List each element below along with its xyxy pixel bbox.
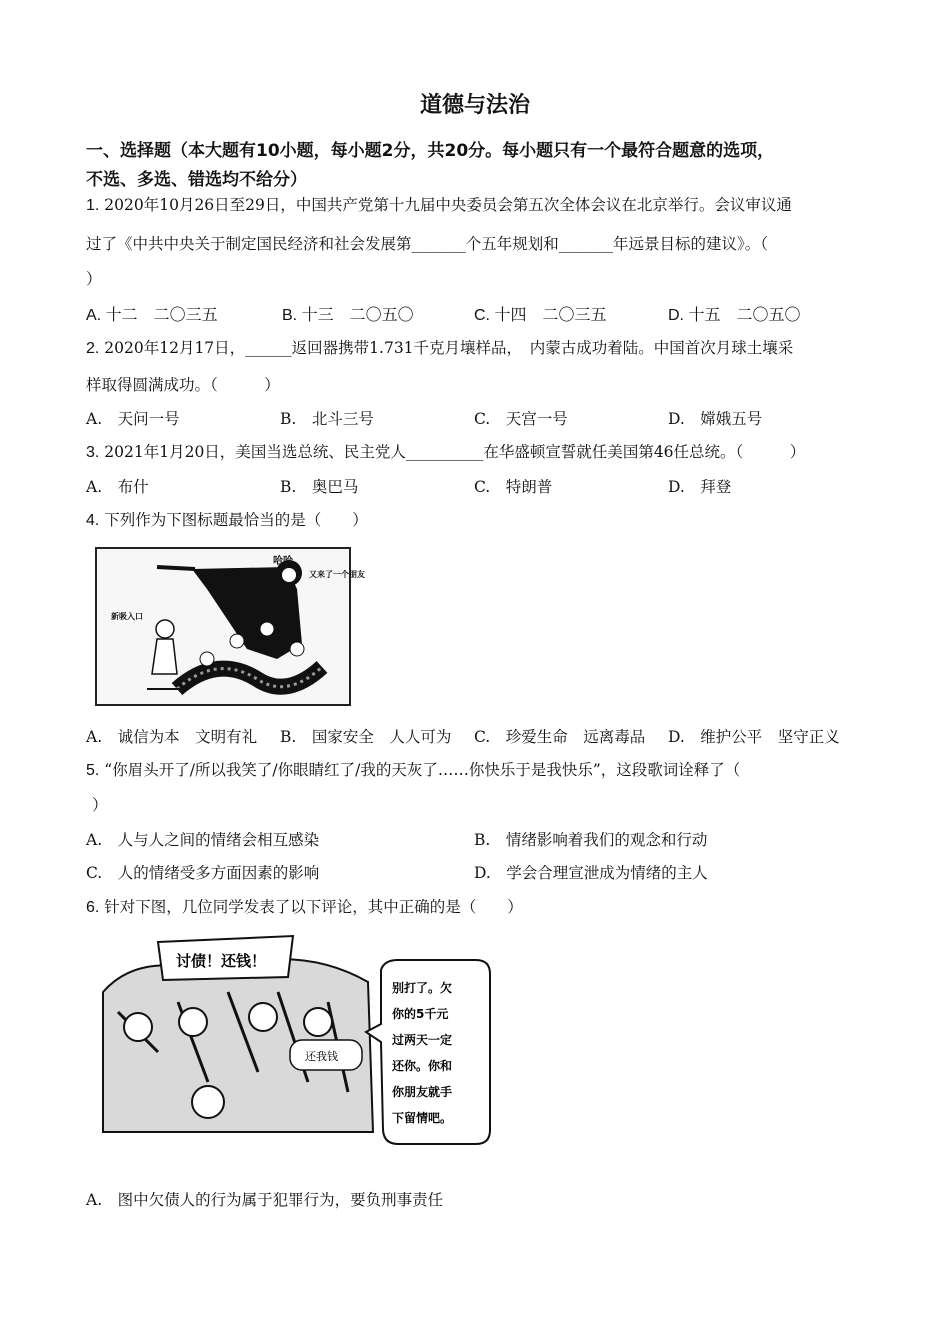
question-5 — [86, 758, 740, 780]
question-number: 4. — [86, 512, 100, 529]
option-a[interactable]: A. 十二 二〇三五 — [86, 307, 218, 324]
cartoon-text-shout: 讨债！还钱！ — [176, 952, 267, 970]
option-c[interactable]: C. 珍爱生命 远离毒品 — [474, 728, 646, 746]
question-6 — [86, 895, 523, 917]
option-b[interactable]: B. 情绪影响着我们的观念和行动 — [474, 831, 708, 849]
question-4 — [86, 508, 368, 530]
option-c[interactable]: C. 人的情绪受多方面因素的影响 — [86, 864, 320, 882]
option-a[interactable]: A. 人与人之间的情绪会相互感染 — [86, 831, 320, 849]
page-title: 道德与法治 — [419, 93, 530, 118]
cartoon-text-line5: 你朋友就手 — [392, 1085, 453, 1099]
option-b[interactable]: B. 十三 二〇五〇 — [282, 307, 414, 324]
question-text: 2021年1月20日，美国当选总统、民主党人__________在华盛顿宣誓就任美国第46任总统。（ ） — [104, 443, 806, 461]
cartoon-text-friend: 又来了一个朋友 — [309, 570, 365, 579]
option-d[interactable]: D. 拜登 — [668, 478, 732, 496]
option-d[interactable]: D. 嫦娥五号 — [668, 410, 763, 428]
question-text: 过了《中共中央关于制定国民经济和社会发展第_______个五年规划和_______年远景目标的建议》。（ — [86, 235, 769, 253]
option-a[interactable]: A. 天问一号 — [86, 410, 180, 428]
question-text: 针对下图，几位同学发表了以下评论，其中正确的是（ ） — [104, 898, 523, 916]
question-number: 2. — [86, 340, 100, 357]
question-number: 6. — [86, 899, 100, 916]
question-text: 样取得圆满成功。（ ） — [86, 376, 280, 394]
option-a[interactable]: A. 布什 — [86, 478, 149, 496]
cartoon-text-entrance: 新吸入口 — [111, 612, 143, 621]
option-c[interactable]: C. 天宫一号 — [474, 410, 568, 428]
option-d[interactable]: D. 学会合理宣泄成为情绪的主人 — [474, 864, 708, 882]
drug-cartoon-image — [95, 547, 365, 706]
cartoon-text-line1: 别打了。欠 — [392, 981, 453, 995]
question-number: 1. — [86, 197, 100, 214]
cartoon-text-line2: 你的5千元 — [392, 1007, 449, 1021]
option-d[interactable]: D. 十五 二〇五〇 — [668, 307, 801, 324]
question-number: 5. — [86, 762, 100, 779]
cartoon-text-repay: 还我钱 — [305, 1050, 338, 1063]
option-a[interactable]: A. 图中欠债人的行为属于犯罪行为，要负刑事责任 — [86, 1191, 444, 1209]
cartoon-text-line3: 过两天一定 — [392, 1033, 453, 1047]
option-a[interactable]: A. 诚信为本 文明有礼 — [86, 728, 258, 746]
question-number: 3. — [86, 444, 100, 461]
question-2 — [86, 336, 793, 358]
option-b[interactable]: B. 北斗三号 — [280, 410, 374, 428]
question-text: ） — [86, 270, 102, 288]
cartoon-text-line6: 下留情吧。 — [392, 1111, 453, 1125]
debt-cartoon-image — [98, 932, 492, 1150]
question-text: 2020年12月17日，______返回器携带1.731千克月壤样品， 内蒙古成功着陆。中国首次月球土壤采 — [104, 339, 794, 357]
section-heading: 一、选择题（本大题有10小题，每小题2分，共20分。每小题只有一个最符合题意的选项， — [86, 141, 775, 161]
question-text: 下列作为下图标题最恰当的是（ ） — [104, 511, 368, 529]
option-b[interactable]: B. 奥巴马 — [280, 478, 359, 496]
option-d[interactable]: D. 维护公平 坚守正义 — [668, 728, 840, 746]
option-c[interactable]: C. 十四 二〇三五 — [474, 307, 607, 324]
cartoon-text-line4: 还你。你和 — [392, 1059, 453, 1073]
section-heading-cont: 不选、多选、错选均不给分） — [86, 170, 307, 190]
option-b[interactable]: B. 国家安全 人人可为 — [280, 728, 452, 746]
question-3 — [86, 440, 805, 462]
question-text: ） — [92, 796, 108, 814]
option-c[interactable]: C. 特朗普 — [474, 478, 553, 496]
question-text: “你眉头开了/所以我笑了/你眼睛红了/我的天灰了……你快乐于是我快乐”，这段歌词诠释了（ — [104, 761, 741, 779]
question-text: 2020年10月26日至29日，中国共产党第十九届中央委员会第五次全体会议在北京举行。会议审议通 — [104, 196, 792, 214]
question-1 — [86, 193, 792, 215]
cartoon-text-laugh: 哈哈 — [273, 556, 293, 567]
